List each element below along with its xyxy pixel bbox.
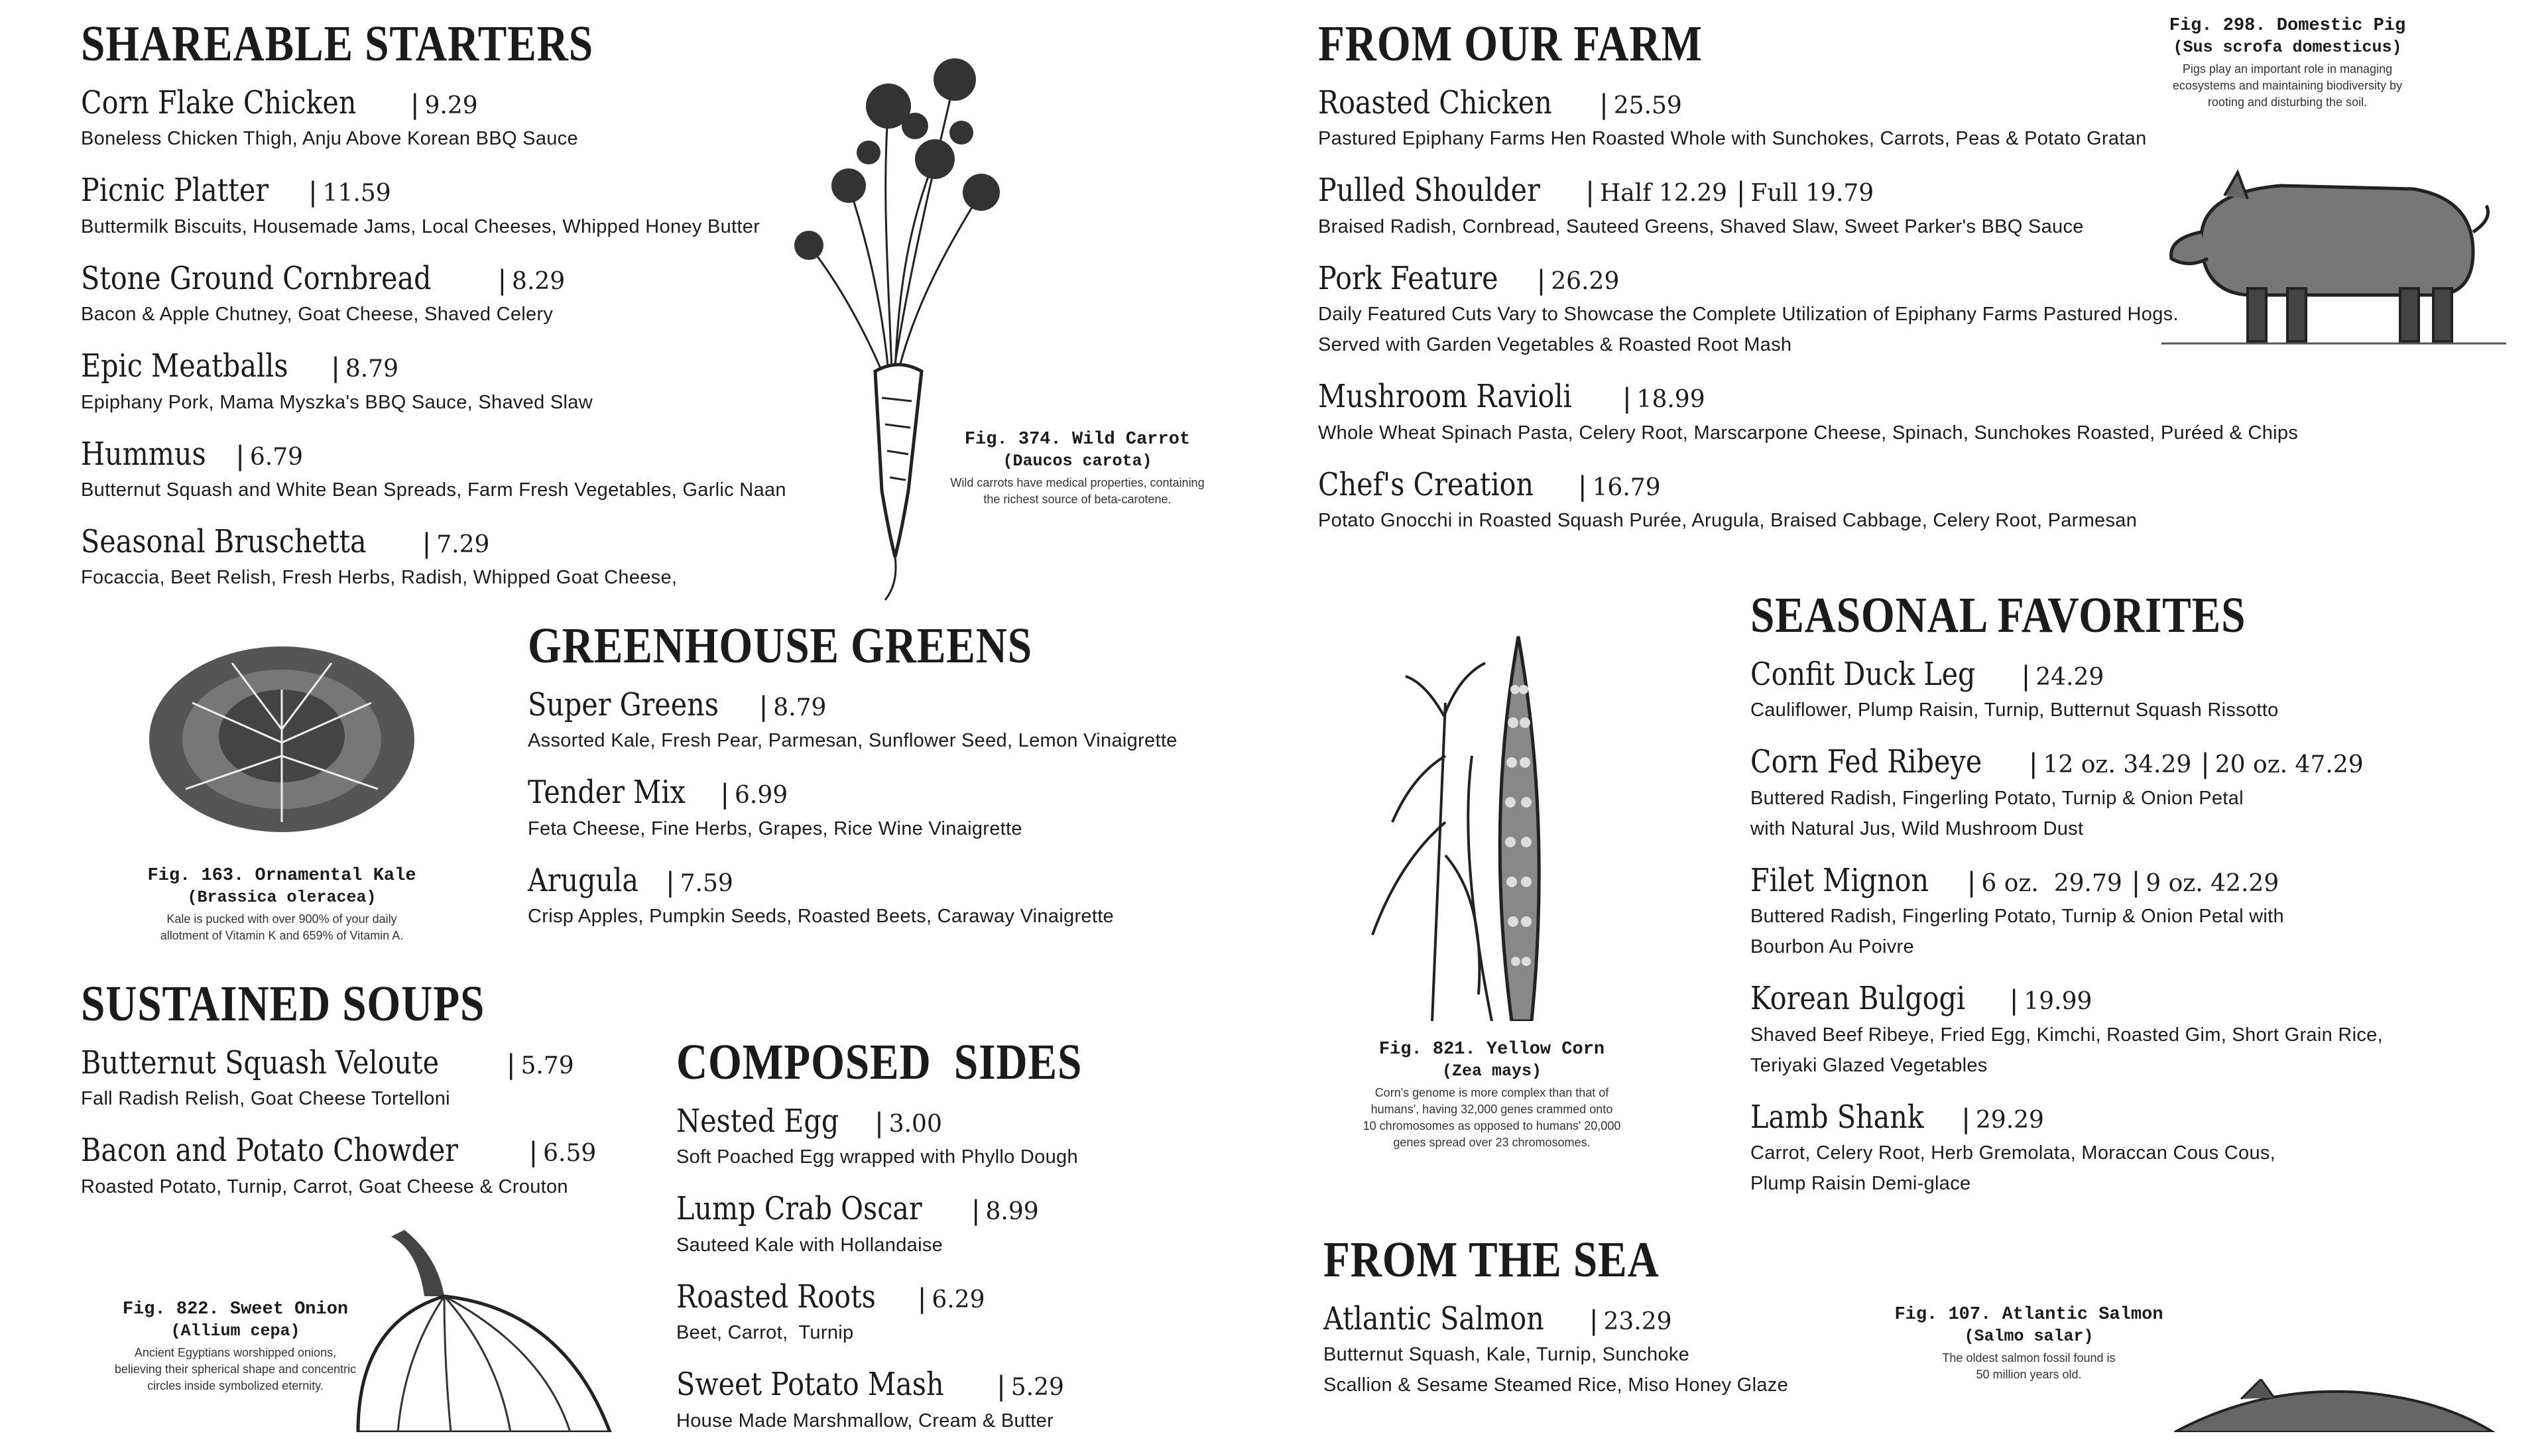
item-price: 6.99 xyxy=(735,782,788,810)
item-description: Carrot, Celery Root, Herb Gremolata, Moraccan Cous Cous, xyxy=(1750,1142,2276,1164)
item-description: Bacon & Apple Chutney, Goat Cheese, Shaved Celery xyxy=(81,304,554,326)
item-price: 20 oz. 47.29 xyxy=(2214,751,2364,779)
menu-item: Seasonal Bruschetta | 7.29 Focaccia, Beet Relish, Fresh Herbs, Radish, Whipped Goat Cheese, xyxy=(81,525,786,593)
figure-note: allotment of Vitamin K and 659% of Vitamin A. xyxy=(160,929,404,942)
figure-subtitle: (Daucos carota) xyxy=(1002,452,1152,471)
menu-item: Mushroom Ravioli | 18.99 Whole Wheat Spinach Pasta, Celery Root, Marscarpone Cheese, Spinach, Sunchokes Roasted, Puréed & Chips xyxy=(1318,380,2298,448)
item-description: Crisp Apples, Pumpkin Seeds, Roasted Beets, Caraway Vinaigrette xyxy=(528,906,1114,928)
item-description: Feta Cheese, Fine Herbs, Grapes, Rice Wine Vinaigrette xyxy=(528,818,1022,839)
item-name: Confit Duck Leg xyxy=(1750,656,1976,693)
pig-illustration xyxy=(2161,159,2506,351)
item-price: 8.79 xyxy=(773,694,827,721)
item-name: Stone Ground Cornbread xyxy=(81,259,432,297)
item-price: 6.79 xyxy=(249,443,303,471)
item-description: House Made Marshmallow, Cream & Butter xyxy=(676,1410,1054,1431)
menu-item: Chef's Creation | 16.79 Potato Gnocchi in Roasted Squash Purée, Arugula, Braised Cabbage, Celery Root, Parmesan xyxy=(1318,468,2298,536)
figure-caption-corn xyxy=(1333,1038,1651,1151)
section-title: SHAREABLE STARTERS xyxy=(81,16,593,72)
figure-subtitle: (Salmo salar) xyxy=(1964,1327,2094,1346)
menu-item: Corn Fed Ribeye | 12 oz. 34.29 | 20 oz. 47.29 Buttered Radish, Fingerling Potato, Turnip & Onion Petal with Natural Jus, Wild Mushroom Dust xyxy=(1750,745,2383,843)
item-price: Full 19.79 xyxy=(1750,180,1874,208)
item-description: Boneless Chicken Thigh, Anju Above Korean BBQ Sauce xyxy=(81,128,578,150)
figure-caption-carrot xyxy=(928,428,1227,508)
item-description: Scallion & Sesame Steamed Rice, Miso Honey Glaze xyxy=(1323,1374,1789,1396)
item-price: 6.59 xyxy=(543,1140,597,1168)
item-price: 16.79 xyxy=(1592,473,1661,501)
menu-item: Tender Mix | 6.99 Feta Cheese, Fine Herbs, Grapes, Rice Wine Vinaigrette xyxy=(528,776,1178,843)
figure-note: Pigs play an important role in managing xyxy=(2182,62,2393,76)
figure-title: Fig. 822. Sweet Onion xyxy=(122,1300,349,1319)
item-name: Super Greens xyxy=(528,686,719,723)
item-description: Cauliflower, Plump Raisin, Turnip, Butternut Squash Rissotto xyxy=(1750,699,2279,721)
menu-item: Super Greens | 8.79 Assorted Kale, Fresh Pear, Parmesan, Sunflower Seed, Lemon Vinaigrette xyxy=(528,688,1178,756)
menu-item: Sweet Potato Mash | 5.29 House Made Marshmallow, Cream & Butter xyxy=(676,1368,1148,1435)
item-description: Whole Wheat Spinach Pasta, Celery Root, Marscarpone Cheese, Spinach, Sunchokes Roasted, Puréed & Chips xyxy=(1318,422,2299,444)
figure-note: ecosystems and maintaining biodiversity by xyxy=(2172,79,2403,92)
item-description: Epiphany Pork, Mama Myszka's BBQ Sauce, Shaved Slaw xyxy=(81,391,593,413)
section-from-the-sea xyxy=(1323,1232,1789,1420)
item-price: 18.99 xyxy=(1636,386,1705,414)
item-price: 9 oz. 42.29 xyxy=(2146,869,2279,897)
salmon-illustration xyxy=(2161,1379,2506,1432)
item-price: 7.29 xyxy=(436,530,490,558)
item-name: Lamb Shank xyxy=(1750,1098,1924,1136)
figure-note: 50 million years old. xyxy=(1976,1368,2082,1381)
item-name: Filet Mignon xyxy=(1750,861,1929,899)
figure-title: Fig. 163. Ornamental Kale xyxy=(147,866,416,886)
section-title: COMPOSED SIDES xyxy=(676,1034,1083,1090)
item-price: 11.59 xyxy=(322,180,391,208)
item-name: Mushroom Ravioli xyxy=(1318,378,1572,416)
item-name: Bacon and Potato Chowder xyxy=(81,1132,459,1170)
figure-title: Fig. 107. Atlantic Salmon xyxy=(1894,1305,2163,1325)
item-description: Soft Poached Egg wrapped with Phyllo Dough xyxy=(676,1146,1078,1168)
item-name: Pork Feature xyxy=(1318,259,1498,297)
figure-subtitle: (Brassica oleracea) xyxy=(187,888,377,907)
item-description: Buttermilk Biscuits, Housemade Jams, Local Cheeses, Whipped Honey Butter xyxy=(81,215,760,237)
figure-note: Corn's genome is more complex than that of xyxy=(1374,1086,1609,1099)
item-price: 24.29 xyxy=(2035,664,2104,691)
item-price: 5.79 xyxy=(520,1052,574,1079)
item-name: Corn Flake Chicken xyxy=(81,84,357,121)
item-description: Butternut Squash and White Bean Spreads, Farm Fresh Vegetables, Garlic Naan xyxy=(81,479,786,501)
item-name: Korean Bulgogi xyxy=(1750,980,1966,1018)
menu-item: Corn Flake Chicken | 9.29 Boneless Chicken Thigh, Anju Above Korean BBQ Sauce xyxy=(81,86,786,154)
section-title: FROM THE SEA xyxy=(1323,1232,1660,1288)
menu-item: Stone Ground Cornbread | 8.29 Bacon & Apple Chutney, Goat Cheese, Shaved Celery xyxy=(81,262,786,330)
figure-caption-onion xyxy=(99,1298,371,1394)
item-description: Pastured Epiphany Farms Hen Roasted Whole with Sunchokes, Carrots, Peas & Potato Gratan xyxy=(1318,128,2147,150)
menu-item: Filet Mignon | 6 oz. 29.79 | 9 oz. 42.29 Buttered Radish, Fingerling Potato, Turnip & Onion Petal with Bourbon Au Poivre xyxy=(1750,864,2383,962)
item-name: Seasonal Bruschetta xyxy=(81,522,367,560)
item-price: 8.99 xyxy=(985,1198,1039,1226)
item-price: Half 12.29 xyxy=(1599,180,1728,208)
item-description: Bourbon Au Poivre xyxy=(1750,936,1914,958)
figure-note: genes spread over 23 chromosomes. xyxy=(1393,1136,1591,1149)
item-name: Tender Mix xyxy=(528,774,686,812)
item-price: 25.59 xyxy=(1613,92,1682,119)
item-price: 19.99 xyxy=(2024,988,2092,1016)
item-description: Shaved Beef Ribeye, Fried Egg, Kimchi, Roasted Gim, Short Grain Rice, xyxy=(1750,1024,2383,1046)
item-description: Roasted Potato, Turnip, Carrot, Goat Cheese & Crouton xyxy=(81,1176,568,1197)
carrot-illustration xyxy=(782,27,1061,603)
item-name: Hummus xyxy=(81,435,206,473)
section-seasonal-favorites xyxy=(1750,587,2383,1219)
item-description: Plump Raisin Demi-glace xyxy=(1750,1172,1971,1194)
item-price: 7.59 xyxy=(680,869,733,897)
item-price: 26.29 xyxy=(1551,267,1620,295)
item-description: Braised Radish, Cornbread, Sauteed Greens, Shaved Slaw, Sweet Parker's BBQ Sauce xyxy=(1318,215,2084,237)
kale-illustration xyxy=(133,623,431,842)
figure-note: Wild carrots have medical properties, containing xyxy=(950,476,1205,489)
figure-title: Fig. 298. Domestic Pig xyxy=(2169,16,2406,36)
section-shareable-starters xyxy=(81,16,786,613)
item-description: Sauteed Kale with Hollandaise xyxy=(676,1234,943,1256)
item-name: Nested Egg xyxy=(676,1103,839,1140)
menu-item: Lamb Shank | 29.29 Carrot, Celery Root, Herb Gremolata, Moraccan Cous Cous, Plump Raisin Demi-glace xyxy=(1750,1101,2383,1199)
item-price: 3.00 xyxy=(888,1111,942,1138)
item-description: Teriyaki Glazed Vegetables xyxy=(1750,1054,1988,1076)
item-description: Potato Gnocchi in Roasted Squash Purée, Arugula, Braised Cabbage, Celery Root, Parmesan xyxy=(1318,509,2138,531)
figure-note: circles inside symbolized eternity. xyxy=(147,1379,324,1392)
item-price: 6.29 xyxy=(932,1286,985,1313)
menu-item: Arugula | 7.59 Crisp Apples, Pumpkin Seeds, Roasted Beets, Caraway Vinaigrette xyxy=(528,864,1178,932)
section-title: FROM OUR FARM xyxy=(1318,16,1703,72)
item-name: Epic Meatballs xyxy=(81,347,288,385)
menu-item: Butternut Squash Veloute | 5.79 Fall Radish Relish, Goat Cheese Tortelloni xyxy=(81,1046,596,1114)
item-name: Sweet Potato Mash xyxy=(676,1366,944,1404)
figure-caption-salmon xyxy=(1883,1304,2175,1383)
menu-item: Lump Crab Oscar | 8.99 Sauteed Kale with Hollandaise xyxy=(676,1192,1148,1260)
item-price: 12 oz. 34.29 xyxy=(2043,751,2192,779)
menu-item: Roasted Roots | 6.29 Beet, Carrot, Turnip xyxy=(676,1280,1148,1348)
figure-note: Kale is pucked with over 900% of your daily xyxy=(166,912,397,926)
item-description: with Natural Jus, Wild Mushroom Dust xyxy=(1750,818,2084,839)
item-description: Focaccia, Beet Relish, Fresh Herbs, Radish, Whipped Goat Cheese, xyxy=(81,567,678,589)
menu-item: Nested Egg | 3.00 Soft Poached Egg wrapped with Phyllo Dough xyxy=(676,1105,1148,1172)
item-price: 9.29 xyxy=(424,92,478,119)
section-sustained-soups xyxy=(81,976,597,1222)
item-name: Corn Fed Ribeye xyxy=(1750,743,1982,781)
section-greenhouse-greens xyxy=(528,618,1178,951)
figure-title: Fig. 821. Yellow Corn xyxy=(1378,1040,1605,1060)
figure-subtitle: (Zea mays) xyxy=(1441,1062,1542,1081)
figure-note: humans', having 32,000 genes crammed onto xyxy=(1370,1103,1613,1116)
menu-item: Atlantic Salmon | 23.29 Butternut Squash, Kale, Turnip, Sunchoke Scallion & Sesame Steamed Rice, Miso Honey Glaze xyxy=(1323,1302,1788,1400)
item-name: Chef's Creation xyxy=(1318,465,1534,503)
item-description: Buttered Radish, Fingerling Potato, Turnip & Onion Petal with xyxy=(1750,906,2284,928)
figure-note: rooting and disturbing the soil. xyxy=(2207,95,2368,109)
figure-note: The oldest salmon fossil found is xyxy=(1942,1351,2116,1365)
item-description: Served with Garden Vegetables & Roasted Root Mash xyxy=(1318,334,1792,356)
item-description: Assorted Kale, Fresh Pear, Parmesan, Sunflower Seed, Lemon Vinaigrette xyxy=(528,730,1178,752)
menu-item: Roasted Chicken | 25.59 Pastured Epiphany Farms Hen Roasted Whole with Sunchokes, Carrots, Peas & Potato Gratan xyxy=(1318,86,2298,154)
section-composed-sides xyxy=(676,1034,1148,1456)
item-name: Atlantic Salmon xyxy=(1323,1300,1544,1337)
menu-item: Korean Bulgogi | 19.99 Shaved Beef Ribeye, Fried Egg, Kimchi, Roasted Gim, Short Grain Rice, Teriyaki Glazed Vegetables xyxy=(1750,982,2383,1080)
item-price: 6 oz. 29.79 xyxy=(1981,869,2122,897)
menu-item: Hummus | 6.79 Butternut Squash and White Bean Spreads, Farm Fresh Vegetables, Garlic Naan xyxy=(81,438,786,505)
item-name: Lump Crab Oscar xyxy=(676,1190,922,1228)
item-description: Buttered Radish, Fingerling Potato, Turnip & Onion Petal xyxy=(1750,787,2244,809)
menu-item: Epic Meatballs | 8.79 Epiphany Pork, Mama Myszka's BBQ Sauce, Shaved Slaw xyxy=(81,349,786,417)
menu-item: Pork Feature | 26.29 Daily Featured Cuts Vary to Showcase the Complete Utilization of Epiphany Farms Pastured Hogs. Served with Garden Vegetables & Roasted Root Mash xyxy=(1318,262,2298,360)
menu-item: Picnic Platter | 11.59 Buttermilk Biscuits, Housemade Jams, Local Cheeses, Whipped Honey Butter xyxy=(81,174,786,241)
onion-illustration xyxy=(345,1223,623,1432)
menu-item: Confit Duck Leg | 24.29 Cauliflower, Plump Raisin, Turnip, Butternut Squash Rissotto xyxy=(1750,658,2383,725)
item-description: Butternut Squash, Kale, Turnip, Sunchoke xyxy=(1323,1344,1690,1366)
item-description: Fall Radish Relish, Goat Cheese Tortelloni xyxy=(81,1088,450,1110)
item-name: Arugula xyxy=(528,861,638,899)
menu-item: Bacon and Potato Chowder | 6.59 Roasted Potato, Turnip, Carrot, Goat Cheese & Crouton xyxy=(81,1134,596,1201)
section-title: SUSTAINED SOUPS xyxy=(81,976,485,1032)
figure-caption-pig xyxy=(2148,15,2427,111)
item-description: Beet, Carrot, Turnip xyxy=(676,1322,854,1344)
figure-title: Fig. 374. Wild Carrot xyxy=(964,430,1191,450)
figure-note: believing their spherical shape and concentric xyxy=(114,1363,357,1376)
item-name: Picnic Platter xyxy=(81,172,269,210)
figure-caption-kale xyxy=(123,865,441,944)
figure-note: Ancient Egyptians worshipped onions, xyxy=(134,1346,337,1359)
corn-illustration xyxy=(1359,623,1651,1021)
item-price: 29.29 xyxy=(1975,1106,2044,1134)
item-name: Pulled Shoulder xyxy=(1318,172,1540,210)
item-price: 5.29 xyxy=(1010,1374,1064,1402)
item-name: Roasted Roots xyxy=(676,1278,876,1315)
section-title: SEASONAL FAVORITES xyxy=(1750,587,2246,643)
item-name: Butternut Squash Veloute xyxy=(81,1044,440,1081)
item-price: 8.79 xyxy=(345,355,399,383)
item-price: 23.29 xyxy=(1603,1308,1672,1335)
figure-note: 10 chromosomes as opposed to humans' 20,000 xyxy=(1363,1119,1621,1132)
figure-note: the richest source of beta-carotene. xyxy=(983,493,1172,506)
figure-subtitle: (Allium cepa) xyxy=(170,1321,300,1341)
section-title: GREENHOUSE GREENS xyxy=(528,618,1033,674)
figure-subtitle: (Sus scrofa domesticus) xyxy=(2173,38,2402,57)
item-description: Daily Featured Cuts Vary to Showcase the Complete Utilization of Epiphany Farms Pastured Hogs. xyxy=(1318,304,2179,326)
item-name: Roasted Chicken xyxy=(1318,84,1552,121)
menu-item: Pulled Shoulder | Half 12.29 | Full 19.79 Braised Radish, Cornbread, Sauteed Greens, Shaved Slaw, Sweet Parker's BBQ Sauce xyxy=(1318,174,2298,241)
item-price: 8.29 xyxy=(512,267,566,295)
